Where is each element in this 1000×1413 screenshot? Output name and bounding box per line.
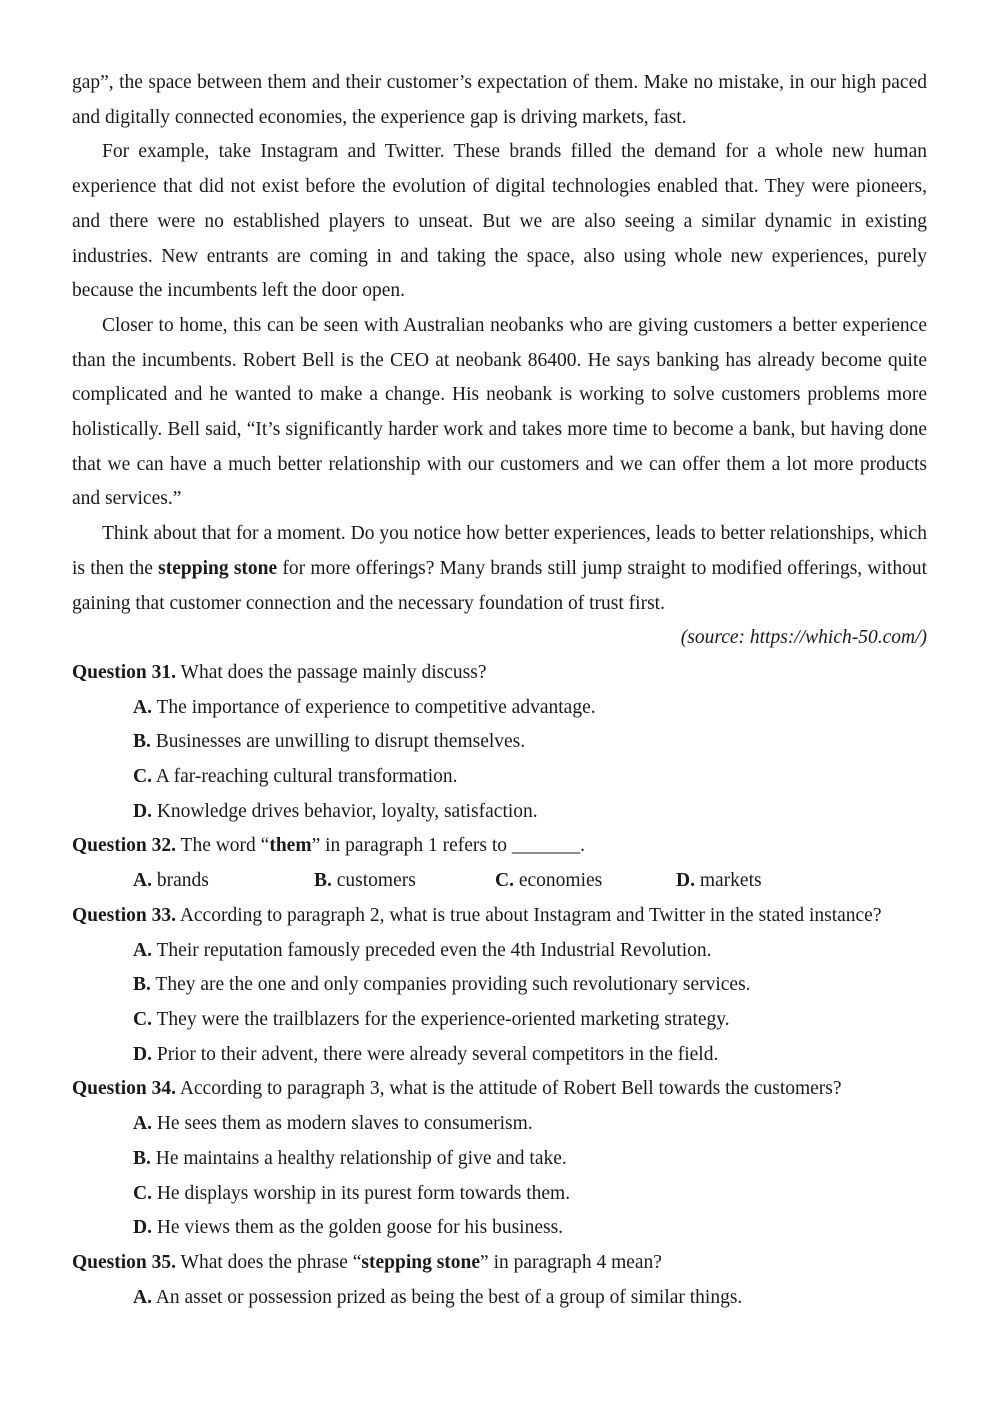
option-31-b[interactable] — [133, 725, 927, 760]
option-letter: A. — [133, 1113, 152, 1135]
question-31-options — [72, 691, 927, 830]
option-31-d[interactable] — [133, 795, 927, 830]
option-letter: C. — [133, 1182, 152, 1204]
question-33 — [72, 899, 927, 934]
option-text: Prior to their advent, there were already several competitors in the field. — [156, 1043, 719, 1065]
option-32-d[interactable] — [676, 864, 857, 899]
option-letter: B. — [133, 731, 151, 753]
option-letter: A. — [133, 1286, 152, 1308]
option-text: markets — [699, 870, 762, 892]
option-text: He displays worship in its purest form towards them. — [156, 1182, 571, 1204]
option-32-b[interactable] — [314, 864, 495, 899]
option-34-d[interactable] — [133, 1211, 927, 1246]
option-letter: A. — [133, 939, 152, 961]
question-32-label: Question 32. — [72, 835, 177, 857]
option-text: He views them as the golden goose for his business. — [156, 1217, 564, 1239]
option-33-a[interactable] — [133, 934, 927, 969]
option-letter: A. — [133, 696, 152, 718]
question-32-text-start: The word “ — [176, 835, 270, 857]
question-33-text: According to paragraph 2, what is true about Instagram and Twitter in the stated instance? — [176, 904, 882, 926]
paragraph-4-text-start: Think about that for a moment. Do you notice how better experiences, leads to better relationships, which is then the — [72, 523, 927, 579]
option-text: The importance of experience to competitive advantage. — [156, 696, 596, 718]
option-letter: B. — [133, 1147, 151, 1169]
option-33-b[interactable] — [133, 968, 927, 1003]
option-text: A far-reaching cultural transformation. — [155, 766, 458, 788]
option-35-a[interactable] — [133, 1281, 927, 1316]
question-35-options — [72, 1281, 927, 1316]
question-34-options — [72, 1107, 927, 1246]
paragraph-4-bold-phrase: stepping stone — [158, 557, 278, 579]
question-35-bold-phrase: stepping stone — [361, 1251, 481, 1273]
question-33-label: Question 33. — [72, 904, 177, 926]
paragraph-4 — [72, 517, 927, 621]
option-34-a[interactable] — [133, 1107, 927, 1142]
source-citation: (source: https://which-50.com/) — [680, 627, 927, 649]
option-text: Businesses are unwilling to disrupt themselves. — [155, 731, 526, 753]
option-letter: B. — [314, 870, 332, 892]
option-text: brands — [156, 870, 209, 892]
option-letter: C. — [133, 766, 152, 788]
option-letter: D. — [676, 870, 695, 892]
option-33-c[interactable] — [133, 1003, 927, 1038]
question-31-label: Question 31. — [72, 661, 177, 683]
option-letter: C. — [133, 1008, 152, 1030]
question-34 — [72, 1072, 927, 1107]
question-31-text: What does the passage mainly discuss? — [176, 661, 487, 683]
question-31 — [72, 656, 927, 691]
option-letter: C. — [495, 870, 514, 892]
option-letter: B. — [133, 974, 151, 996]
option-letter: D. — [133, 800, 152, 822]
option-34-b[interactable] — [133, 1142, 927, 1177]
question-32-options — [72, 864, 927, 899]
option-text: They were the trailblazers for the experience-oriented marketing strategy. — [156, 1008, 730, 1030]
option-text: He maintains a healthy relationship of give and take. — [155, 1147, 567, 1169]
option-32-a[interactable] — [133, 864, 314, 899]
option-text: They are the one and only companies providing such revolutionary services. — [155, 974, 751, 996]
question-35-text-end: ” in paragraph 4 mean? — [480, 1251, 662, 1273]
question-34-text: According to paragraph 3, what is the attitude of Robert Bell towards the customers? — [176, 1078, 842, 1100]
option-text: Their reputation famously preceded even the 4th Industrial Revolution. — [156, 939, 712, 961]
paragraph-1: gap”, the space between them and their customer’s expectation of them. Make no mistake, in our high paced and digitally connected economies, the experience gap is driving markets, fast. — [72, 72, 927, 128]
option-text: He sees them as modern slaves to consumerism. — [156, 1113, 533, 1135]
option-31-c[interactable] — [133, 760, 927, 795]
paragraph-4-text-end: for more offerings? Many brands still jump straight to modified offerings, without gaining that customer connection and the necessary foundation of trust first. — [72, 557, 927, 614]
option-letter: D. — [133, 1217, 152, 1239]
question-35 — [72, 1246, 927, 1281]
question-32-option-row — [133, 864, 927, 899]
document-page — [72, 66, 927, 1315]
option-letter: D. — [133, 1043, 152, 1065]
option-34-c[interactable] — [133, 1177, 927, 1212]
option-letter: A. — [133, 870, 152, 892]
paragraph-2: For example, take Instagram and Twitter. These brands filled the demand for a whole new human experience that did not exist before the evolution of digital technologies enabled that. They were pioneers, and there were no established players to unseat. But we are also seeing a similar dynamic in existing industries. New entrants are coming in and taking the space, also using whole new experiences, purely because the incumbents left the door open. — [72, 141, 927, 302]
question-34-label: Question 34. — [72, 1078, 177, 1100]
question-32-bold-word: them — [269, 835, 312, 857]
option-text: An asset or possession prized as being the best of a group of similar things. — [155, 1286, 743, 1308]
question-32 — [72, 829, 927, 864]
option-text: Knowledge drives behavior, loyalty, satisfaction. — [156, 800, 538, 822]
paragraph-3: Closer to home, this can be seen with Australian neobanks who are giving customers a better experience than the incumbents. Robert Bell is the CEO at neobank 86400. He says banking has already become quite complicated and he wanted to make a change. His neobank is working to solve customers problems more holistically. Bell said, “It’s significantly harder work and takes more time to become a bank, but having done that we can have a much better relationship with our customers and we can offer them a lot more products and services.” — [72, 314, 927, 510]
option-text: economies — [518, 870, 603, 892]
option-32-c[interactable] — [495, 864, 676, 899]
question-35-text-start: What does the phrase “ — [176, 1251, 362, 1273]
option-33-d[interactable] — [133, 1038, 927, 1073]
question-35-label: Question 35. — [72, 1251, 177, 1273]
option-text: customers — [336, 870, 416, 892]
option-31-a[interactable] — [133, 691, 927, 726]
question-32-text-end: ” in paragraph 1 refers to _______. — [311, 835, 586, 857]
question-33-options — [72, 934, 927, 1073]
